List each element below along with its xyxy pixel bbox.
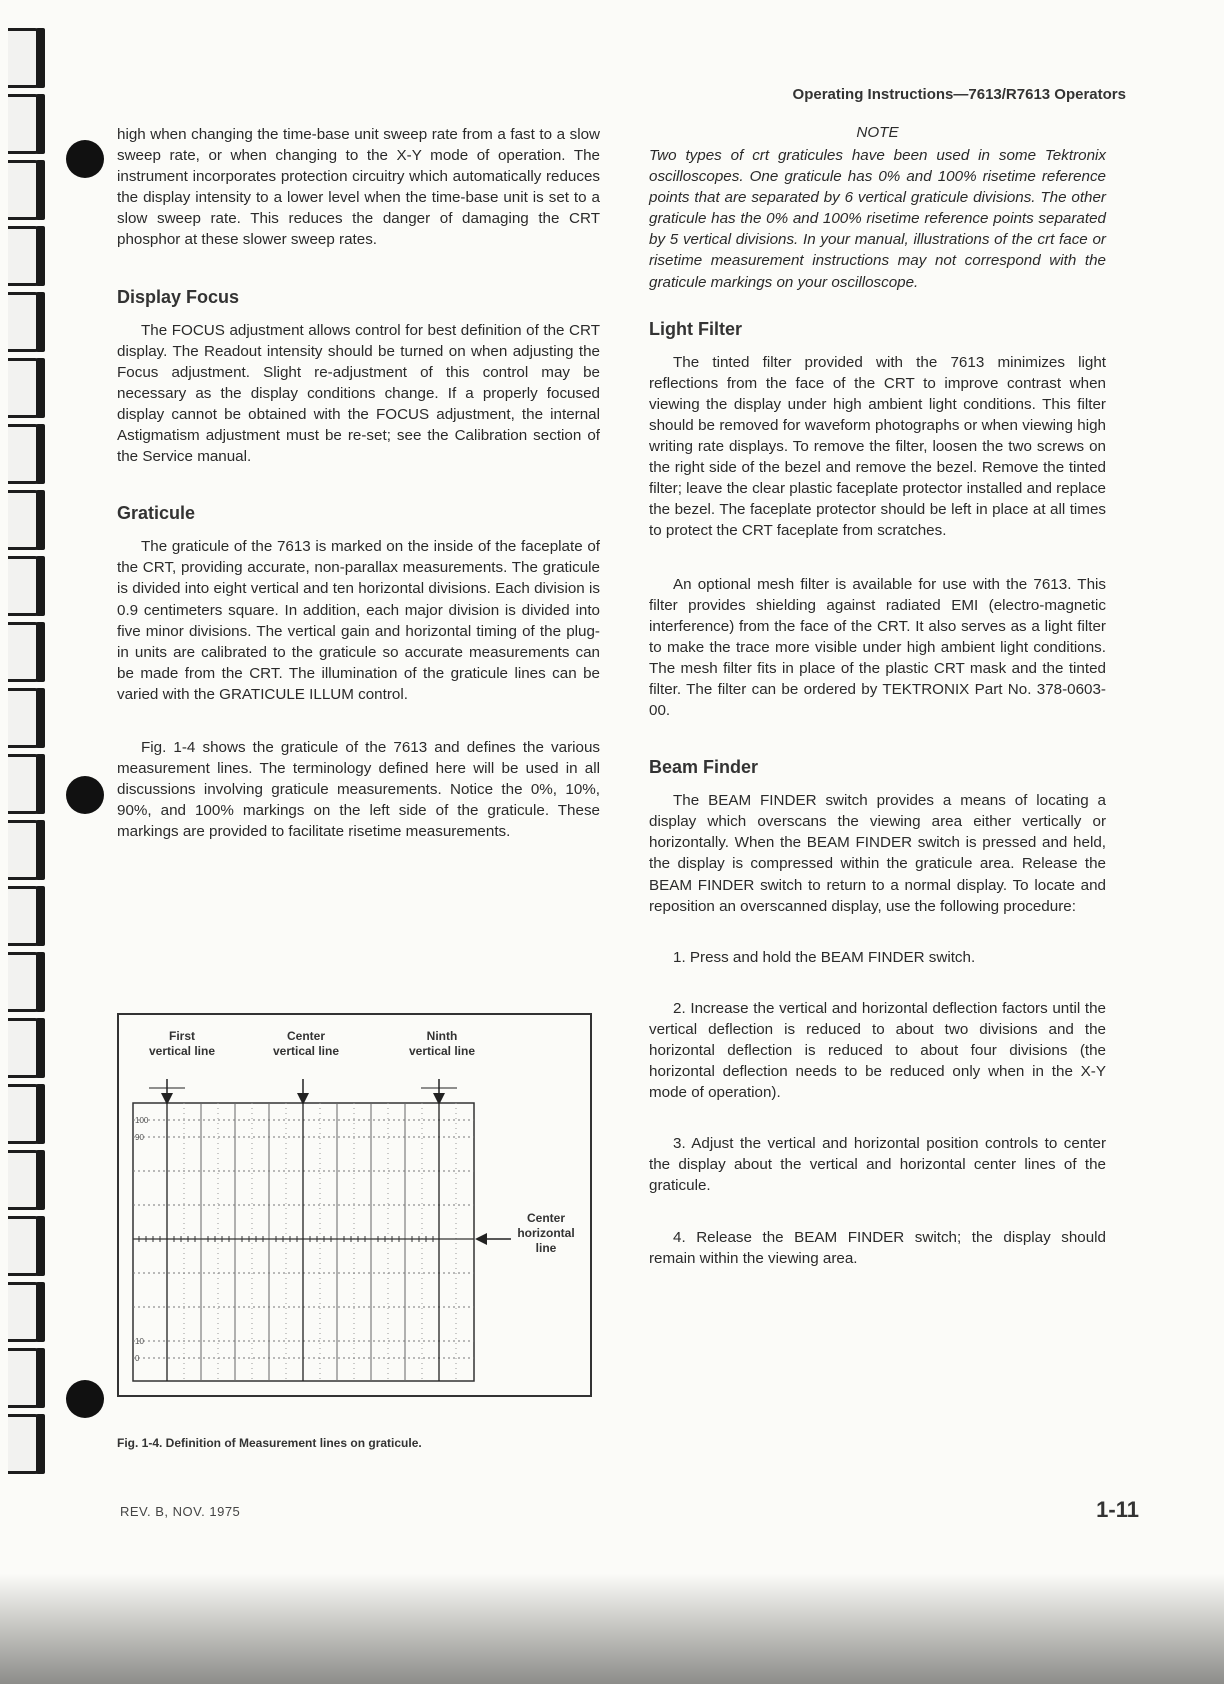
spiral-coil [8,754,45,814]
spiral-coil-post [36,688,45,748]
spiral-coil [8,1282,45,1342]
right-column [649,124,1106,1269]
graticule-figure-reference: Fig. 1-4 shows the graticule of the 7613 and defines the various measurement lines. The terminology defined here will be used in all discussions involving graticule measurements. Notice the 0%, 10%, 90%, and 100% markings on the left side of the graticule. These markings are provided to facilitate risetime measurements. [117,738,600,841]
page-number: 1-11 [1096,1497,1139,1522]
spiral-coil [8,820,45,880]
display-focus-heading: Display Focus [117,286,240,307]
punch-hole-top [66,140,104,178]
spiral-coil-post [36,1282,45,1342]
spiral-coil-post [36,820,45,880]
spiral-coil-post [36,1216,45,1276]
spiral-coil-post [36,490,45,550]
page-edge-shadow [0,1574,1224,1684]
graticule-figure [117,1013,592,1397]
spiral-coil [8,1348,45,1408]
spiral-coil [8,490,45,550]
minor-vertical-lines [184,1103,456,1381]
beam-finder-step-1: 1. Press and hold the BEAM FINDER switch. [673,948,976,966]
spiral-coil-post [36,160,45,220]
running-head: Operating Instructions—7613/R7613 Operators [792,86,1126,103]
spiral-coil-post [36,358,45,418]
punch-hole-middle [66,776,104,814]
spiral-coil-post [36,952,45,1012]
mark-100: 100 [135,1116,149,1125]
spiral-coil [8,1414,45,1474]
beam-finder-heading: Beam Finder [649,757,759,778]
beam-finder-intro: The BEAM FINDER switch provides a means of locating a display which overscans the viewing area either vertically or horizontally. When the BEAM FINDER switch is pressed and held, the display is compressed within the graticule area. Release the BEAM FINDER switch to return to a normal display. To locate and reposition an overscanned display, use the following procedure: [649,792,1106,915]
mark-90: 90 [135,1133,144,1142]
spiral-coil-post [36,424,45,484]
spiral-coil [8,160,45,220]
center-vertical-line-label: Center vertical line [272,1029,340,1058]
spiral-coil [8,952,45,1012]
display-focus-body: The FOCUS adjustment allows control for best definition of the CRT display. The Readout intensity should be turned on when adjusting the Focus adjustment. Slight re-adjustment of this control may be necessary as the display conditions change. If a properly focused display cannot be obtained with the FOCUS adjustment, the internal Astigmatism adjustment must be re-set; see the Calibration section of the Service manual. [117,321,600,466]
beam-finder-step-2: 2. Increase the vertical and horizontal deflection factors until the vertical deflection is reduced to about two divisions and the horizontal deflection is reduced to about four divisions (the horizontal deflection needs to be reduced only when in the X-Y mode of operation). [649,999,1106,1102]
mark-0: 0 [135,1354,140,1363]
center-horizontal-line-label: Center horizontal line [517,1211,575,1255]
graticule-body: The graticule of the 7613 is marked on the inside of the faceplate of the CRT, providing accurate, non-parallax measurements. The graticule is divided into eight vertical and ten horizontal divisions. Each division is 0.9 centimeters square. In addition, each major division is divided into five minor divisions. The vertical gain and horizontal timing of the plug-in units are calibrated to the graticule so accurate measurements can be made from the CRT. The illumination of the graticule lines can be varied with the GRATICULE ILLUM control. [117,538,600,703]
spiral-coil-post [36,1018,45,1078]
spiral-coil-post [36,556,45,616]
graticule-grid [119,1015,590,1395]
first-vertical-line-label: First vertical line [148,1029,216,1058]
punch-hole-bottom [66,1380,104,1418]
left-column [117,124,600,842]
spiral-coil-post [36,28,45,88]
spiral-coil [8,424,45,484]
spiral-coil-post [36,886,45,946]
note-body: Two types of crt graticules have been used in some Tektronix oscilloscopes. One graticule has 0% and 100% risetime reference points that are separated by 6 vertical graticule divisions. The other graticule has the 0% and 100% risetime reference points separated by 5 vertical divisions. In your manual, illustrations of the crt face or risetime measurement instructions may not correspond with the graticule markings on your oscilloscope. [649,147,1106,291]
spiral-binding [0,0,70,1684]
spiral-coil [8,226,45,286]
spiral-coil [8,1150,45,1210]
spiral-coil [8,1018,45,1078]
ninth-vertical-line-label: Ninth vertical line [408,1029,476,1058]
spiral-coil [8,292,45,352]
graticule-heading: Graticule [117,503,196,524]
mark-10: 10 [135,1337,144,1346]
light-filter-heading: Light Filter [649,318,742,339]
spiral-coil [8,886,45,946]
spiral-coil [8,28,45,88]
spiral-coil-post [36,1348,45,1408]
spiral-coil-post [36,226,45,286]
spiral-coil [8,94,45,154]
note-title: NOTE [856,124,899,141]
spiral-coil-post [36,1084,45,1144]
intro-paragraph: high when changing the time-base unit sweep rate from a fast to a slow sweep rate, or when changing to the X-Y mode of operation. The instrument incorporates protection circuitry which automatically reduces the display intensity to a lower level when the time-base unit is set to a slow sweep rate. This reduces the danger of damaging the CRT phosphor at these slower sweep rates. [117,126,600,249]
beam-finder-step-4: 4. Release the BEAM FINDER switch; the display should remain within the viewing area. [649,1228,1106,1267]
spiral-coil-post [36,292,45,352]
revision-footer: REV. B, NOV. 1975 [120,1504,241,1519]
spiral-coil [8,556,45,616]
spiral-coil-post [36,1150,45,1210]
spiral-coil [8,622,45,682]
spiral-coil-post [36,94,45,154]
spiral-coil [8,688,45,748]
spiral-coil [8,358,45,418]
light-filter-body: The tinted filter provided with the 7613 minimizes light reflections from the face of the CRT to improve contrast when viewing the display under high ambient light conditions. This filter should be removed for waveform photographs or when viewing high writing rate displays. To remove the filter, loosen the two screws on the right side of the bezel and remove the bezel. Remove the tinted filter; leave the clear plastic faceplate protector installed and replace the bezel. The faceplate protector should be left in place at all times to protect the CRT faceplate from scratches. [649,353,1106,540]
spiral-coil-post [36,622,45,682]
spiral-coil-post [36,1414,45,1474]
beam-finder-step-3: 3. Adjust the vertical and horizontal position controls to center the display about the vertical and horizontal center lines of the graticule. [649,1135,1106,1195]
spiral-coil [8,1216,45,1276]
figure-caption: Fig. 1-4. Definition of Measurement lines on graticule. [117,1436,422,1450]
mesh-filter-body: An optional mesh filter is available for use with the 7613. This filter provides shielding against radiated EMI (electro-magnetic interference) from the face of the CRT. It also serves as a light filter to make the trace more visible under high ambient light conditions. The mesh filter fits in place of the plastic CRT mask and the tinted filter. The filter can be ordered by TEKTRONIX Part No. 378-0603-00. [649,575,1106,720]
spiral-coil-post [36,754,45,814]
spiral-coil [8,1084,45,1144]
